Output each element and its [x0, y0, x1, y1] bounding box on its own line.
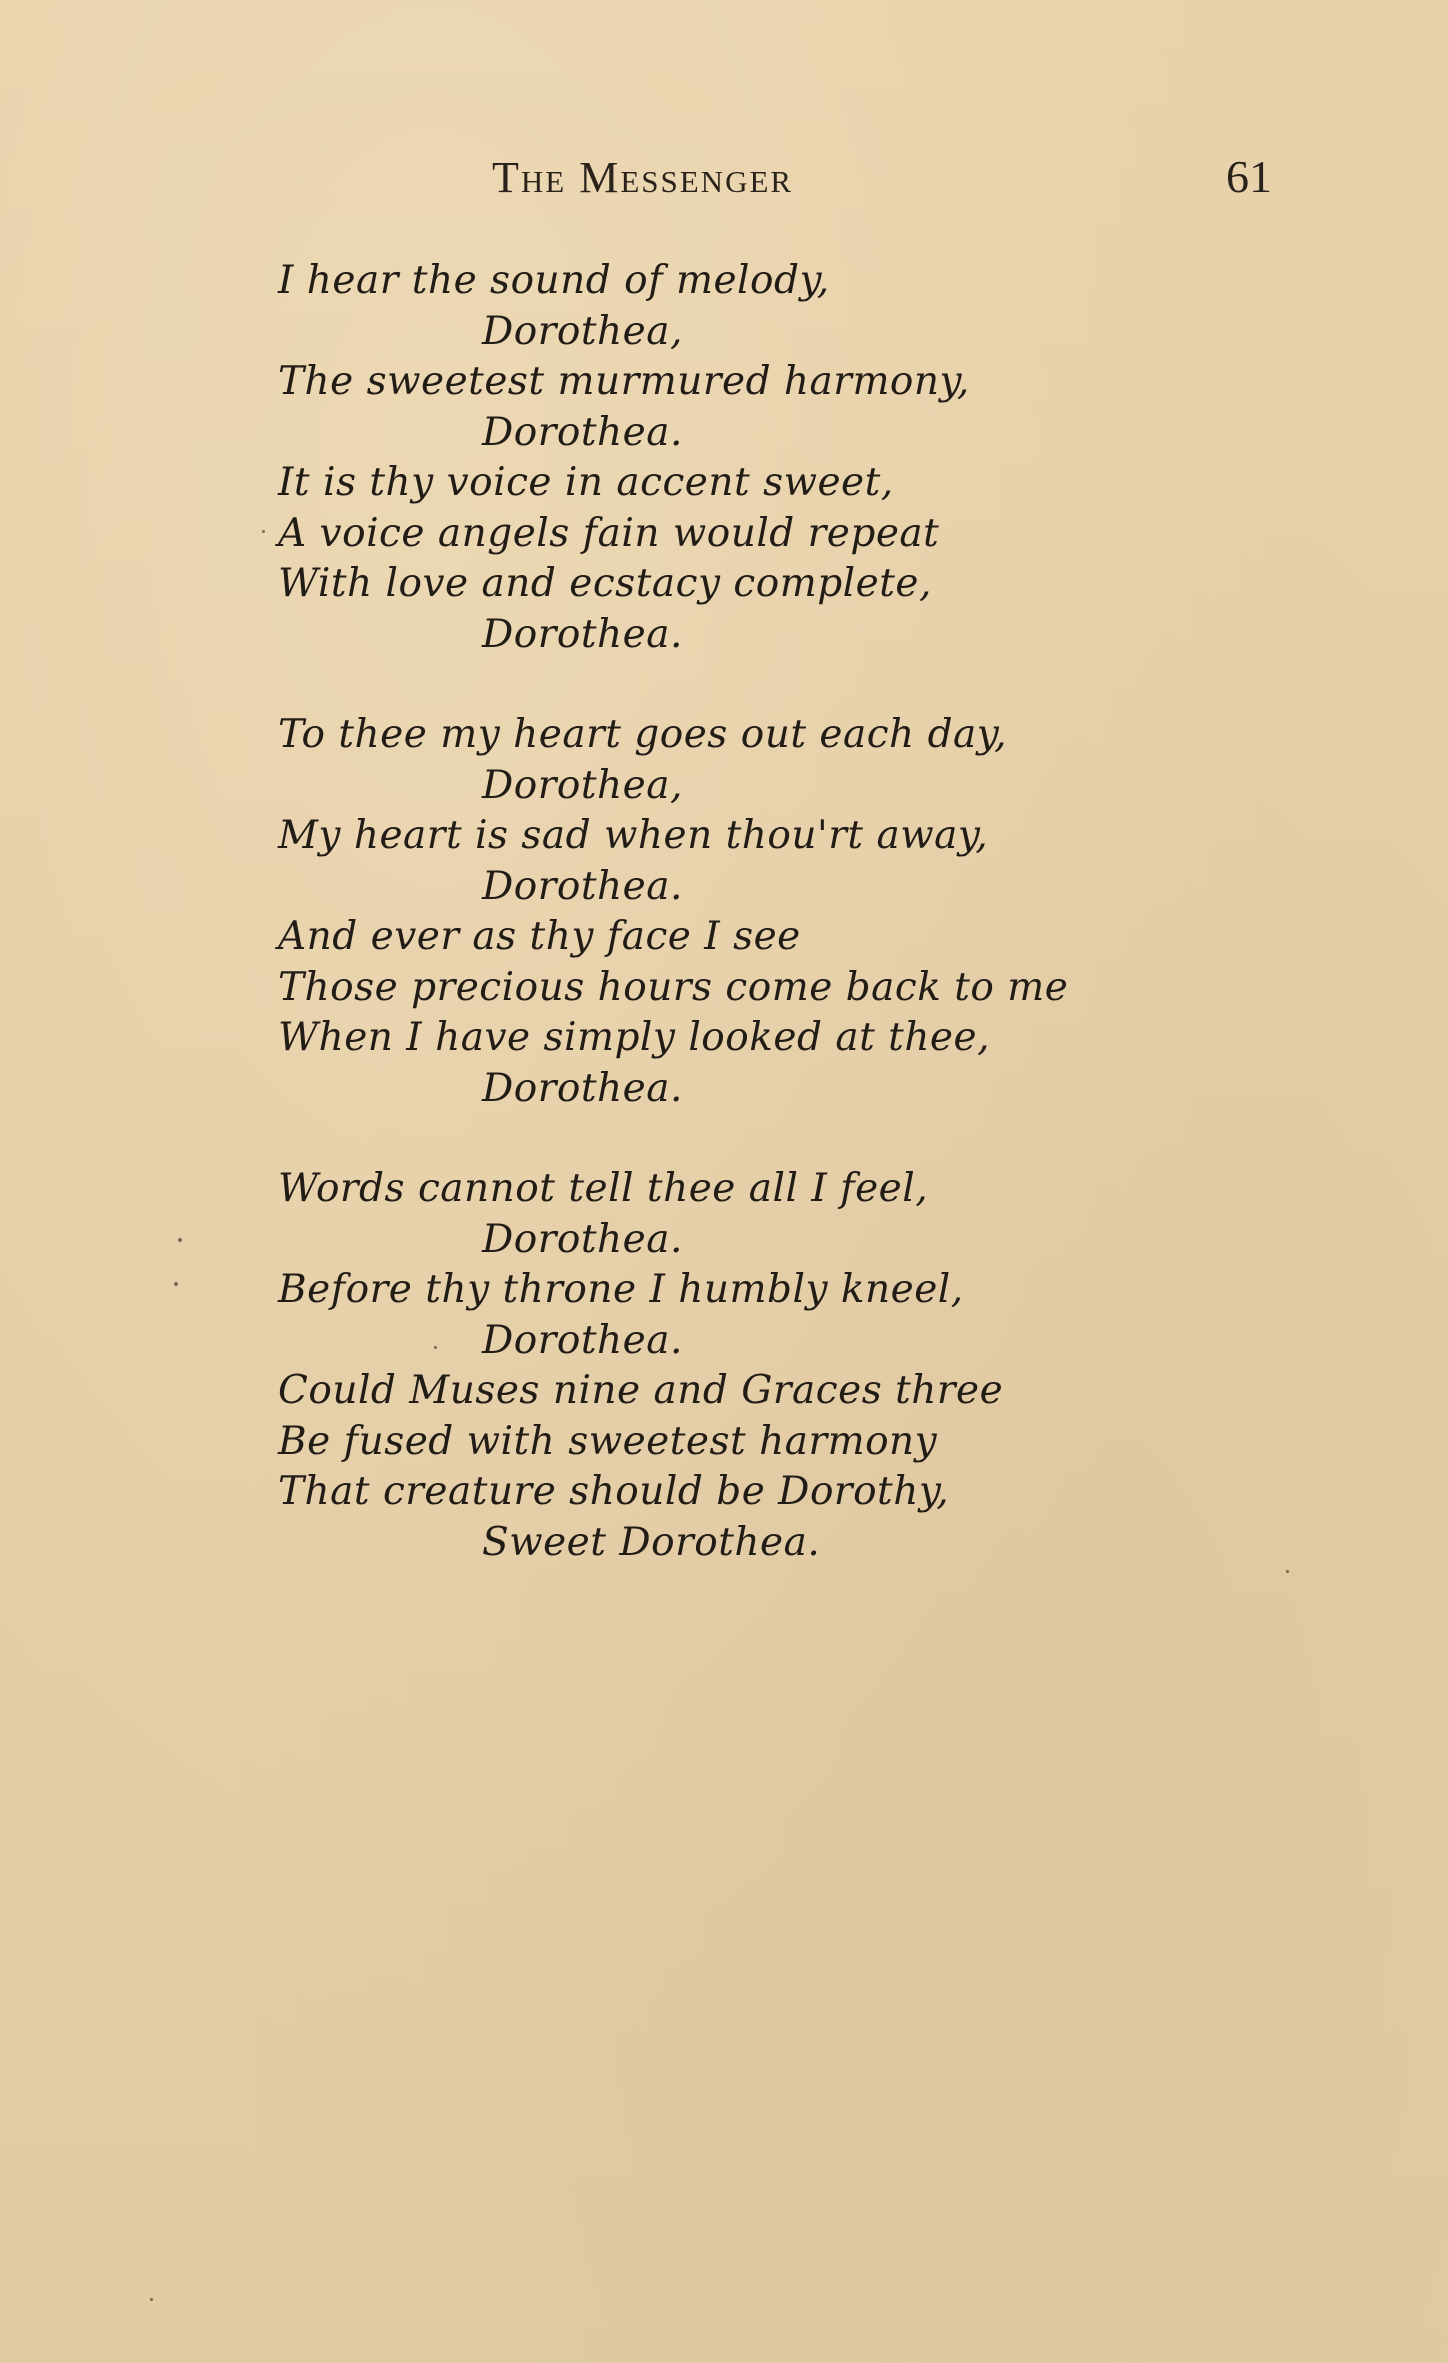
- poem-refrain: Dorothea.: [482, 863, 683, 909]
- paper-speck: [262, 530, 265, 533]
- paper-speck: [174, 1282, 178, 1286]
- poem-line: Be fused with sweetest harmony: [278, 1418, 938, 1464]
- poem: [278, 256, 1178, 1618]
- running-head: [0, 152, 1448, 212]
- poem-line: Words cannot tell thee all I feel,: [278, 1166, 929, 1211]
- poem-line: To thee my heart goes out each day,: [278, 712, 1008, 757]
- poem-line: It is thy voice in accent sweet,: [278, 460, 894, 505]
- poem-refrain: Dorothea,: [482, 762, 683, 808]
- poem-line: And ever as thy face I see: [278, 914, 801, 959]
- poem-line: When I have simply looked at thee,: [278, 1015, 990, 1060]
- poem-line: My heart is sad when thou'rt away,: [278, 813, 989, 858]
- paper-speck: [434, 1346, 437, 1349]
- page-number: 61: [1226, 151, 1272, 202]
- poem-line: Before thy throne I humbly kneel,: [278, 1267, 964, 1312]
- poem-line: The sweetest murmured harmony,: [278, 359, 970, 404]
- running-title: The Messenger: [492, 153, 794, 202]
- poem-line: With love and ecstacy complete,: [278, 561, 932, 606]
- stanza-2: [278, 710, 1178, 1114]
- paper-speck: [150, 2298, 153, 2301]
- poem-refrain: Dorothea.: [482, 611, 683, 657]
- poem-line: That creature should be Dorothy,: [278, 1469, 950, 1514]
- poem-refrain: Dorothea.: [482, 1216, 683, 1262]
- poem-refrain: Sweet Dorothea.: [482, 1519, 821, 1565]
- poem-refrain: Dorothea.: [482, 1317, 683, 1363]
- poem-line: I hear the sound of melody,: [278, 258, 830, 303]
- poem-line: A voice angels fain would repeat: [278, 510, 940, 556]
- poem-refrain: Dorothea.: [482, 1065, 683, 1111]
- stanza-3: [278, 1164, 1178, 1568]
- poem-line: Those precious hours come back to me: [278, 964, 1069, 1010]
- paper-speck: [178, 1238, 182, 1242]
- paper-speck: [1286, 1570, 1289, 1573]
- poem-line: Could Muses nine and Graces three: [278, 1368, 1004, 1413]
- poem-refrain: Dorothea,: [482, 308, 683, 354]
- stanza-1: [278, 256, 1178, 660]
- poem-refrain: Dorothea.: [482, 409, 683, 455]
